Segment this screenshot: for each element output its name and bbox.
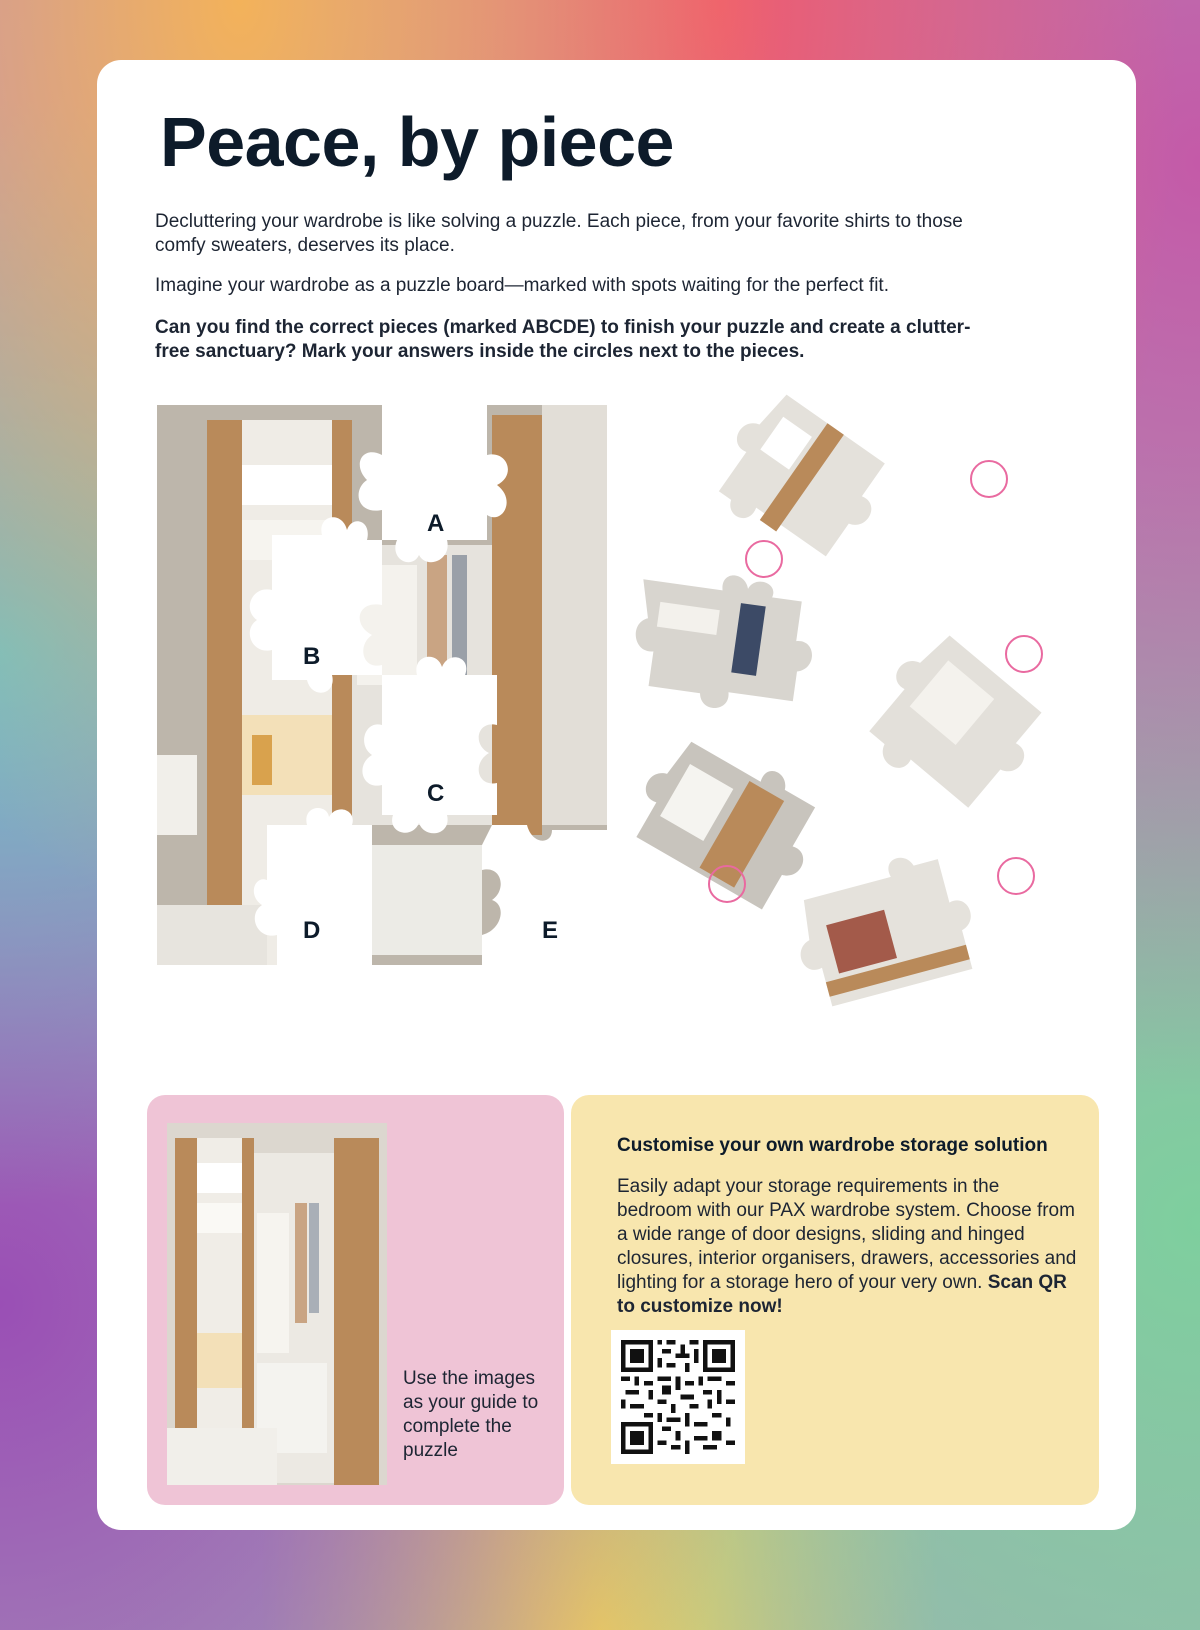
loose-pieces-image — [617, 380, 1097, 1020]
customise-body-text: Easily adapt your storage requirements in the bedroom with our PAX wardrobe system. Choose from a wide range of door designs, sliding and hinged closures, interior organisers, drawers, accessories and lighting for a storage hero of your very own. — [617, 1176, 1077, 1293]
page-card — [97, 60, 1136, 1530]
slot-label-d: D — [303, 917, 321, 944]
answer-circle-piece-1[interactable] — [970, 460, 1008, 498]
customise-panel — [571, 1095, 1099, 1505]
slot-label-b: B — [303, 643, 321, 670]
puzzle-piece-5 — [782, 843, 984, 1011]
instructions-paragraph: Can you find the correct pieces (marked ABCDE) to finish your puzzle and create a clutter-free sanctuary? Mark your answers inside the circles next to the pieces. — [155, 317, 971, 362]
answer-circle-piece-3[interactable] — [1005, 635, 1043, 673]
answer-circle-piece-2[interactable] — [745, 540, 783, 578]
intro-paragraph-2: Imagine your wardrobe as a puzzle board—marked with spots waiting for the perfect fit. — [155, 275, 889, 296]
guide-wardrobe-photo — [167, 1123, 387, 1485]
puzzle-board-image — [157, 405, 607, 965]
intro-paragraph-1: Decluttering your wardrobe is like solving a puzzle. Each piece, from your favorite shirts to those comfy sweaters, deserves its place. — [155, 211, 963, 256]
answer-circle-piece-4[interactable] — [708, 865, 746, 903]
puzzle-piece-2 — [627, 563, 822, 721]
page-title: Peace, by piece — [160, 103, 674, 181]
answer-circle-piece-5[interactable] — [997, 857, 1035, 895]
guide-panel — [147, 1095, 564, 1505]
loose-pieces-area — [617, 380, 1097, 1020]
slot-label-c: C — [427, 780, 445, 807]
puzzle-board — [157, 405, 607, 965]
guide-text: Use the images as your guide to complete the puzzle — [403, 1368, 539, 1461]
qr-code[interactable] — [611, 1330, 745, 1464]
slot-label-e: E — [542, 917, 559, 944]
customise-body — [617, 1175, 1077, 1319]
customise-heading: Customise your own wardrobe storage solution — [617, 1135, 1048, 1156]
slot-label-a: A — [427, 510, 445, 537]
puzzle-piece-1 — [698, 384, 899, 578]
customise-cta: Scan QR to customize now! — [617, 1272, 1067, 1317]
